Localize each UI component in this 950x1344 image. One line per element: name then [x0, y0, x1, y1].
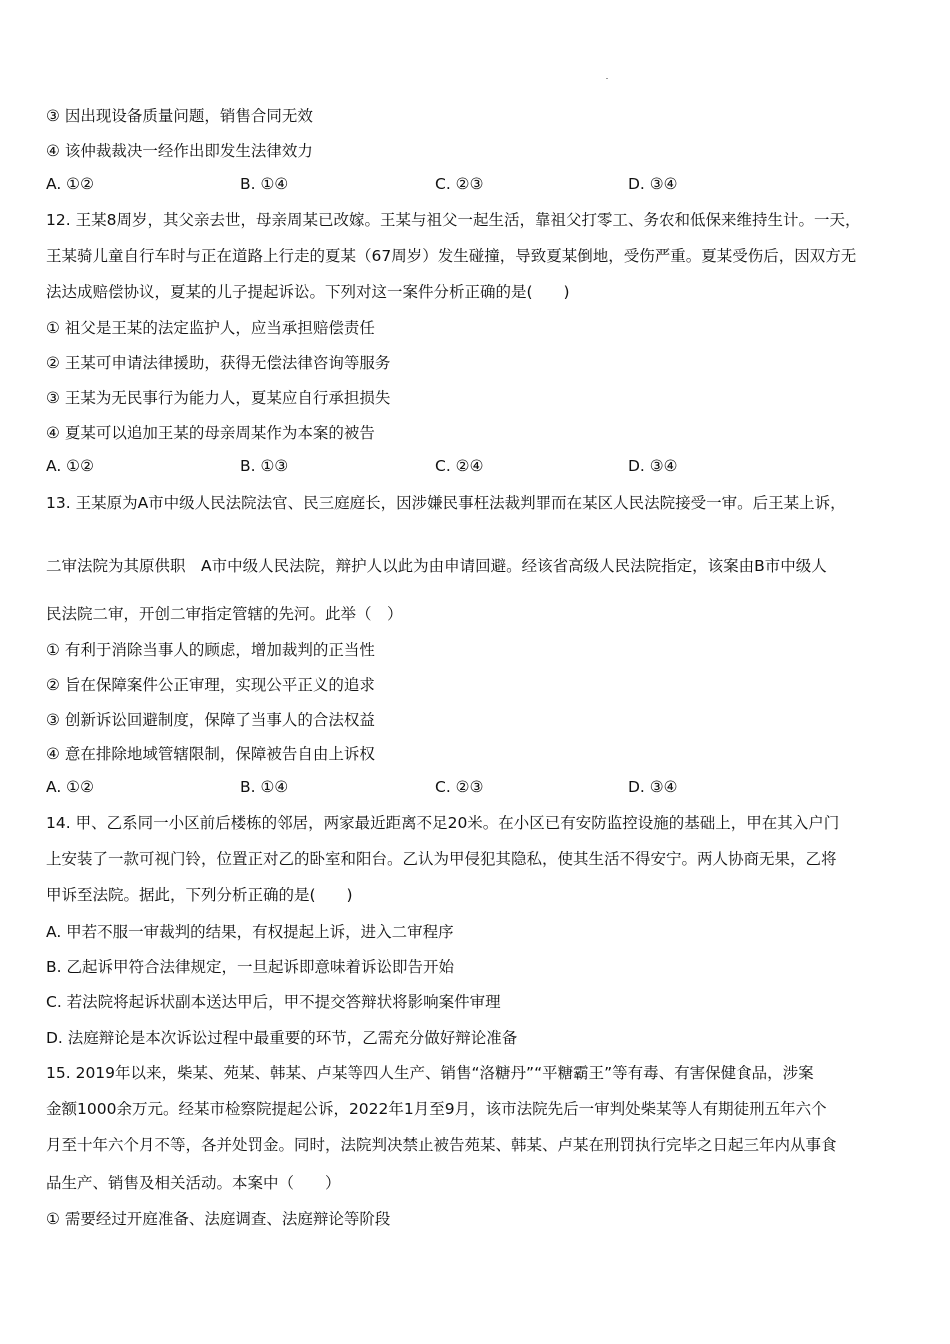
q13-stem-line: 民法院二审，开创二审指定管辖的先河。此举（ ）	[46, 605, 403, 623]
q12-stem-line: 王某骑儿童自行车时与正在道路上行走的夏某（67周岁）发生碰撞，导致夏某倒地，受伤严重。夏某受伤后，因双方无	[46, 247, 857, 265]
q14-option-b: B. 乙起诉甲符合法律规定，一旦起诉即意味着诉讼即告开始	[46, 958, 454, 976]
q15-stem-line: 15. 2019年以来，柴某、苑某、韩某、卢某等四人生产、销售“洛糖丹”“平糖霸王”等有毒、有害保健食品，涉案	[46, 1064, 814, 1082]
q14-option-a: A. 甲若不服一审裁判的结果，有权提起上诉，进入二审程序	[46, 923, 454, 941]
q11-option-d: D. ③④	[628, 175, 678, 193]
q12-item-3: ③ 王某为无民事行为能力人，夏某应自行承担损失	[46, 389, 391, 407]
q15-stem-line: 金额1000余万元。经某市检察院提起公诉，2022年1月至9月，该市法院先后一审判处柴某等人有期徒刑五年六个	[46, 1100, 827, 1118]
q11-option-b: B. ①④	[240, 175, 289, 193]
q12-stem-line: 12. 王某8周岁，其父亲去世，母亲周某已改嫁。王某与祖父一起生活，靠祖父打零工、务农和低保来维持生计。一天，	[46, 211, 861, 229]
q11-option-c: C. ②③	[435, 175, 484, 193]
q12-option-b: B. ①③	[240, 457, 289, 475]
q11-option-a: A. ①②	[46, 175, 94, 193]
q12-item-1: ① 祖父是王某的法定监护人，应当承担赔偿责任	[46, 319, 375, 337]
q11-item-3: ③ 因出现设备质量问题，销售合同无效	[46, 107, 313, 125]
q15-stem-line: 月至十年六个月不等，各并处罚金。同时，法院判决禁止被告苑某、韩某、卢某在刑罚执行完毕之日起三年内从事食	[46, 1136, 837, 1154]
q14-stem-line: 甲诉至法院。据此，下列分析正确的是( )	[46, 886, 353, 904]
q12-item-2: ② 王某可申请法律援助，获得无偿法律咨询等服务	[46, 354, 391, 372]
q13-item-1: ① 有利于消除当事人的顾虑，增加裁判的正当性	[46, 641, 375, 659]
q13-stem-line: 二审法院为其原供职 A市中级人民法院，辩护人以此为由申请回避。经该省高级人民法院指定，该案由B市中级人	[46, 557, 827, 575]
q12-option-d: D. ③④	[628, 457, 678, 475]
q13-option-d: D. ③④	[628, 778, 678, 796]
stray-dot	[606, 78, 608, 79]
q14-option-c: C. 若法院将起诉状副本送达甲后，甲不提交答辩状将影响案件审理	[46, 993, 501, 1011]
q12-stem-line: 法达成赔偿协议，夏某的儿子提起诉讼。下列对这一案件分析正确的是( )	[46, 283, 570, 301]
q14-stem-line: 上安装了一款可视门铃，位置正对乙的卧室和阳台。乙认为甲侵犯其隐私，使其生活不得安宁。两人协商无果，乙将	[46, 850, 837, 868]
q15-item-1: ① 需要经过开庭准备、法庭调查、法庭辩论等阶段	[46, 1210, 391, 1228]
q13-option-b: B. ①④	[240, 778, 289, 796]
q12-item-4: ④ 夏某可以追加王某的母亲周某作为本案的被告	[46, 424, 375, 442]
q14-option-d: D. 法庭辩论是本次诉讼过程中最重要的环节，乙需充分做好辩论准备	[46, 1029, 518, 1047]
q15-stem-line: 品生产、销售及相关活动。本案中（ ）	[46, 1174, 341, 1192]
q13-option-a: A. ①②	[46, 778, 94, 796]
q12-option-a: A. ①②	[46, 457, 94, 475]
q12-option-c: C. ②④	[435, 457, 484, 475]
q13-option-c: C. ②③	[435, 778, 484, 796]
q11-item-4: ④ 该仲裁裁决一经作出即发生法律效力	[46, 142, 313, 160]
q13-stem-line: 13. 王某原为A市中级人民法院法官、民三庭庭长，因涉嫌民事枉法裁判罪而在某区人民法院接受一审。后王某上诉，	[46, 494, 846, 512]
q13-item-3: ③ 创新诉讼回避制度，保障了当事人的合法权益	[46, 711, 375, 729]
q13-item-2: ② 旨在保障案件公正审理，实现公平正义的追求	[46, 676, 375, 694]
q13-item-4: ④ 意在排除地域管辖限制，保障被告自由上诉权	[46, 745, 375, 763]
q14-stem-line: 14. 甲、乙系同一小区前后楼栋的邻居，两家最近距离不足20米。在小区已有安防监控设施的基础上，甲在其入户门	[46, 814, 840, 832]
